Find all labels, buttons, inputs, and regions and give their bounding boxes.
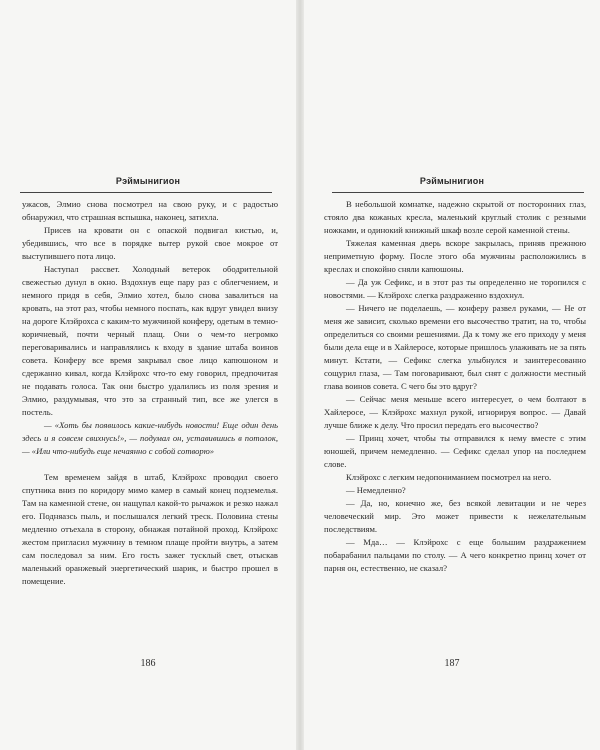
page-body [324, 198, 586, 575]
running-head: Рэймынигион [419, 176, 485, 186]
paragraph-gap [22, 458, 278, 471]
paragraph: Клэйрохс с легким недопониманием посмотрел на него. [346, 472, 552, 482]
paragraph: Тем временем зайдя в штаб, Клэйрохс проводил своего спутника вниз по коридору мимо камер в самый конец подземелья. Там на каменной стене, он нащупал какой-то рычажок и резко нажал его. Подняазсь пыль, и послышался легкий треск. Половина стены медленно отъехала в сторону, обнажая потайной проход. Клэйрохс жестом пригласил мужчину в темном плаще пройти внутрь, а затем сам последовал за ним. Его гость зажег тусклый свет, отыскав маленький оранжевый энергетический шарик, и быстро прошел в помещение. [22, 472, 278, 586]
paragraph: — Немедленно? [346, 485, 406, 495]
paragraph: — Да, но, конечно же, без всякой левитации и не через человеческий мир. Это может привести к нежелательным последствиям. [324, 498, 586, 534]
header-rule [20, 192, 272, 193]
left-page [0, 0, 296, 750]
paragraph: В небольшой комнатке, надежно скрытой от посторонних глаз, стояло два кожаных кресла, маленький круглый столик с резными ножками, и одинокий книжный шкаф возле серой каменной стены. [324, 199, 586, 235]
paragraph-quote: — «Хоть бы появилось какие-нибудь новости! Еще один день здесь и я совсем свихнусь!», — подумал он, уставившись в потолок, — «Или что-нибудь еще нечаянно с собой сотворю» [22, 420, 278, 456]
paragraph: Присев на кровати он с опаской подвигал кистью, и, убедившись, что все в порядке вытер рукой свое мокрое от выступившего пота лицо. [22, 225, 278, 261]
paragraph: ужасов, Элмио снова посмотрел на свою руку, и с радостью обнаружил, что страшная вспышка, наконец, затихла. [22, 199, 278, 222]
page-number: 186 [140, 658, 156, 669]
right-page [304, 0, 600, 750]
paragraph: Наступал рассвет. Холодный ветерок ободрительной свежестью дунул в окно. Вздохнув еще пару раз с облегчением, и немного придя в себя, Элмио хотел, было снова завалиться на кровать, на этот раз, чтобы немного поспать, как вдруг увидел внизу на дороге Клэйрохса с каким-то мужчиной конферу, одетым в темно-коричневый, почти черный плащ. Они о чем-то негромко переговаривались и направлялись к входу в здание штаба воинов совета. Конферу все время закрывал свое лицо капюшоном и сдержанно кивал, когда Клэйрохс что-то ему говорил, предпочитая не подавать голоса. Так они быстро удалились из поля зрения и Элмио, раздумывая, что это за странный тип, все же улегся в постель. [22, 264, 278, 417]
header-rule [332, 192, 584, 193]
paragraph: — Ничего не поделаешь, — конферу развел руками, — Не от меня же зависит, сколько времени его высочество тратит, на то, чтобы определиться со своими решениями. Да к тому же его приходу у меня были дела еще и в Хайлеросе, которые пришлось улаживать не за пять минут. Кстати, — Сефикс слегка улыбнулся и заинтересованно сощурил глаза, — Там поговаривают, был снят с должности местный глава воинов совета. С чего бы это вдруг? [324, 303, 586, 391]
running-head: Рэймынигион [115, 176, 181, 186]
book-gutter [296, 0, 304, 750]
paragraph: — Сейчас меня меньше всего интересует, о чем болтают в Хайлеросе, — Клэйрохс махнул рукой, игнорируя вопрос. — Давай лучше ближе к делу. Что просил передать его высочество? [324, 394, 586, 430]
page-body [22, 198, 278, 588]
paragraph: Тяжелая каменная дверь вскоре закрылась, приняв прежнюю неприметную форму. После этого оба мужчины расположились в креслах и спокойно сняли капюшоны. [324, 238, 586, 274]
page-number: 187 [444, 658, 460, 669]
paragraph: — Да уж Сефикс, и в этот раз ты определенно не торопился с новостями. — Клэйрохс слегка раздраженно вздохнул. [324, 277, 586, 300]
paragraph: — Принц хочет, чтобы ты отправился к нему вместе с этим юношей, причем немедленно. — Сефикс сделал упор на последнем слове. [324, 433, 586, 469]
paragraph: — Мда… — Клэйрохс с еще большим раздражением побарабанил пальцами по столу. — А чего конкретно принц хочет от парня он, естественно, не сказал? [324, 537, 586, 573]
